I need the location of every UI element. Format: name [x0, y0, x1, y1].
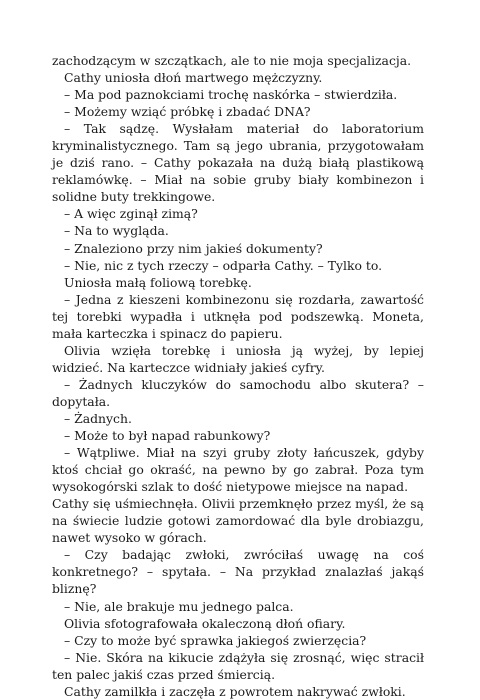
paragraph: – Nie. Skóra na kikucie zdążyła się zrosnąć, więc stracił ten palec jakiś czas przed śmiercią. [52, 649, 424, 682]
paragraph: – A więc zginął zimą? [64, 206, 198, 222]
paragraph: – Czy to może być sprawka jakiegoś zwierzęcia? [64, 632, 367, 648]
paragraph: – Żadnych. [64, 410, 132, 426]
paragraph: – Na to wygląda. [64, 223, 169, 239]
paragraph: Olivia wzięła torebkę i uniosła ją wyżej, by lepiej widzieć. Na karteczce widniały jakieś cyfry. [52, 342, 424, 375]
paragraph: Cathy zamilkła i zaczęła z powrotem nakrywać zwłoki. [64, 683, 406, 699]
paragraph: zachodzącym w szczątkach, ale to nie moja specjalizacja. [52, 53, 412, 68]
book-page [52, 52, 424, 700]
paragraph: – Czy badając zwłoki, zwróciłaś uwagę na coś konkretnego? – spytała. – Na przykład znalazłaś jakąś bliznę? [52, 547, 424, 597]
paragraph: – Jedna z kieszeni kombinezonu się rozdarła, zawartość tej torebki wypadła i utknęła pod podszewką. Moneta, mała karteczka i spinacz do papieru. [52, 291, 424, 341]
paragraph: – Możemy wziąć próbkę i zbadać DNA? [64, 104, 311, 120]
paragraph: Olivia sfotografowała okaleczoną dłoń ofiary. [64, 615, 346, 631]
paragraph: – Żadnych kluczyków do samochodu albo skutera? – dopytała. [52, 376, 424, 409]
paragraph: – Znaleziono przy nim jakieś dokumenty? [64, 240, 323, 256]
paragraph: – Tak sądzę. Wysłałam materiał do laboratorium kryminalistycznego. Tam są jego ubrania, przygotowałam je dziś rano. – Cathy pokazała na dużą białą plastikową reklamówkę. – Miał na sobie gruby biały kombinezon i solidne buty trekkingowe. [52, 121, 424, 205]
paragraph: Cathy uniosła dłoń martwego mężczyzny. [64, 70, 323, 86]
paragraph: – Może to był napad rabunkowy? [64, 428, 271, 444]
paragraph: Uniosła małą foliową torebkę. [64, 274, 252, 290]
paragraph: – Nie, ale brakuje mu jednego palca. [64, 598, 294, 614]
paragraph: – Nie, nic z tych rzeczy – odparła Cathy. – Tylko to. [64, 257, 383, 273]
paragraph: Cathy się uśmiechnęła. Olivii przemknęło przez myśl, że są na świecie ludzie gotowi zamordować dla byle drobiazgu, nawet wysoko w górach. [52, 496, 424, 546]
paragraph: – Wątpliwe. Miał na szyi gruby złoty łańcuszek, gdyby ktoś chciał go okraść, na pewno by go zabrał. Poza tym wysokogórski szlak to dość nietypowe miejsce na napad. [52, 445, 424, 495]
paragraph: – Ma pod paznokciami trochę naskórka – stwierdziła. [64, 87, 398, 103]
